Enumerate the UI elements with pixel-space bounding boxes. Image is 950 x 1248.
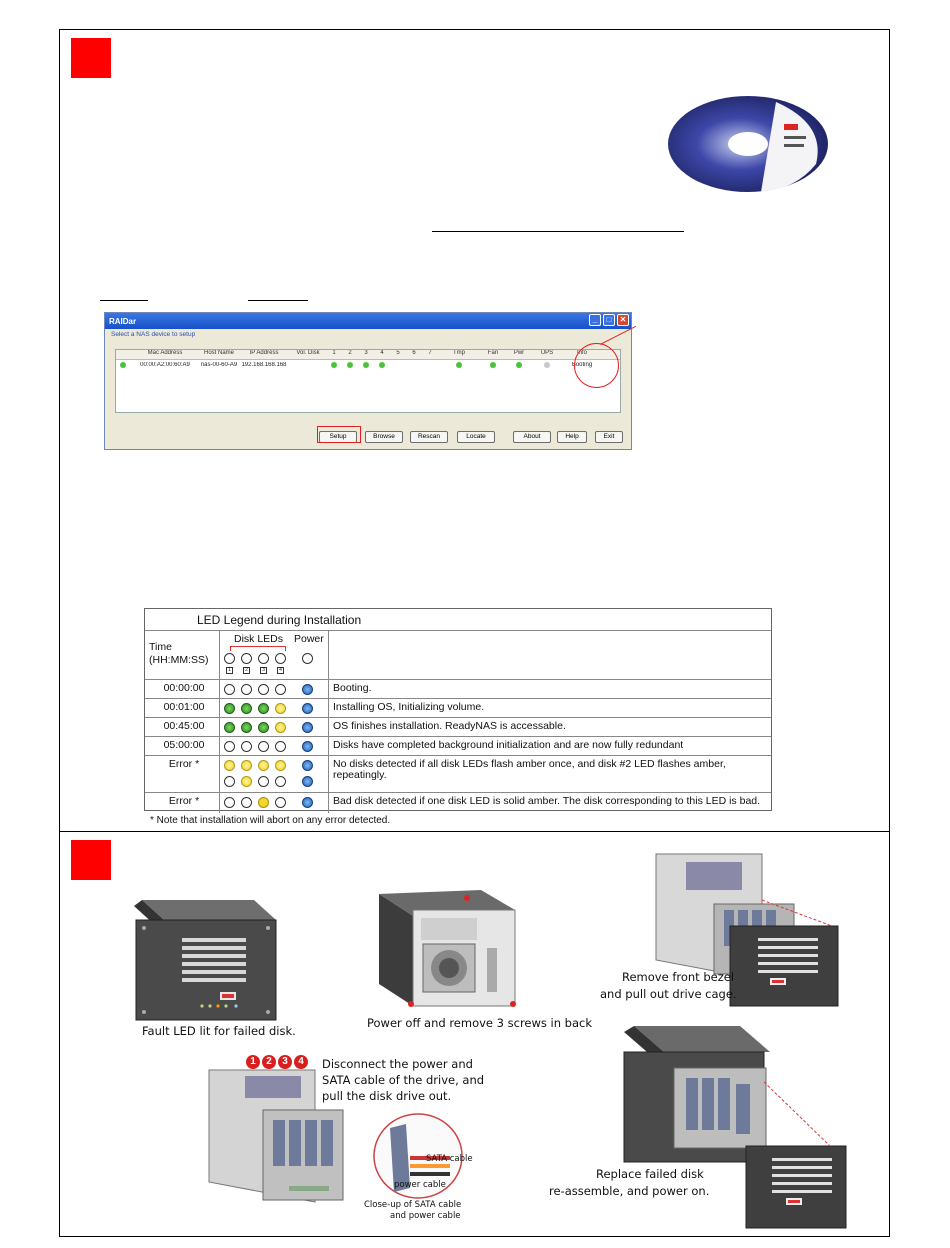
underline-rule <box>248 300 308 301</box>
tmp-dot <box>456 362 462 368</box>
disk-1-led-icon <box>224 722 235 733</box>
disk-2-led-icon <box>241 760 252 771</box>
col-disk-3[interactable]: 3 <box>364 350 368 356</box>
time-header: Time <box>149 641 172 653</box>
status-dot <box>120 362 126 368</box>
row-mac: 00:00:A2:00:60:A9 <box>140 362 190 368</box>
disk-badge-3: 3 <box>278 1055 292 1069</box>
led-row-time: Error * <box>145 793 220 813</box>
ups-dot <box>544 362 550 368</box>
replace-caption-1: Replace failed disk <box>596 1167 704 1181</box>
power-led-icon <box>302 722 313 733</box>
led-legend-row <box>145 737 771 756</box>
disk-number-2: 2 <box>243 667 250 674</box>
window-title: RAIDar <box>109 316 137 326</box>
minimize-button[interactable]: _ <box>589 314 601 326</box>
device-list-header <box>116 350 620 360</box>
col-disk-1[interactable]: 1 <box>332 350 336 356</box>
power-led-icon <box>302 684 313 695</box>
nas-back-illustration <box>375 888 525 1012</box>
led-row-description: Installing OS, Initializing volume. <box>333 701 485 713</box>
disconnect-caption-2: SATA cable of the drive, and <box>322 1073 485 1087</box>
remove-bezel-caption-1: Remove front bezel <box>622 970 735 984</box>
disk-2-led-icon <box>241 703 252 714</box>
raidar-window <box>104 312 632 450</box>
led-legend-header <box>145 631 771 680</box>
disk-3-led-icon <box>258 797 269 808</box>
window-title-bar <box>105 313 631 329</box>
disconnect-caption-3: pull the disk drive out. <box>322 1089 452 1103</box>
disk-2-led-icon <box>241 722 252 733</box>
cd-disc-image <box>666 94 830 194</box>
disk-4-led-icon <box>275 653 286 664</box>
disk-3-led-icon <box>258 760 269 771</box>
disconnect-caption-1: Disconnect the power and <box>322 1057 473 1071</box>
disk-3-led-icon <box>258 703 269 714</box>
led-row-indicators <box>220 680 329 698</box>
bezel-removal-illustration <box>652 850 842 1010</box>
disk-1-led-icon <box>224 684 235 695</box>
led-row-indicators <box>220 718 329 736</box>
disk-2-dot <box>347 362 353 368</box>
led-row-description: Disks have completed background initialization and are now fully redundant <box>333 739 684 751</box>
col-vol[interactable]: Vol. Disk <box>296 350 320 356</box>
disk-2-led-icon <box>241 741 252 752</box>
col-host[interactable]: Host Name <box>203 350 234 356</box>
disk-leds-label: Disk LEDs <box>234 633 284 645</box>
step-1-marker <box>71 38 111 78</box>
disk-3-dot <box>363 362 369 368</box>
row-host: nas-00-60-A9 <box>200 362 238 368</box>
led-row-indicators <box>220 737 329 755</box>
led-row-indicators <box>220 756 329 792</box>
time-format: (HH:MM:SS) <box>149 654 209 666</box>
close-button[interactable]: ✕ <box>617 314 629 326</box>
col-pwr[interactable]: Pwr <box>513 350 525 356</box>
col-disk-4[interactable]: 4 <box>380 350 384 356</box>
led-row-time: Error * <box>145 756 220 792</box>
row-ip: 192.168.168.168 <box>241 362 287 368</box>
disk-badge-1: 1 <box>246 1055 260 1069</box>
disk-4-led-icon <box>275 722 286 733</box>
disk-3-led-icon <box>258 741 269 752</box>
col-disk-7[interactable]: 7 <box>428 350 432 356</box>
rescan-button[interactable]: Rescan <box>410 431 448 443</box>
disk-4-led-icon <box>275 776 286 787</box>
remove-bezel-caption-2: and pull out drive cage. <box>600 987 737 1001</box>
power-led-icon <box>302 797 313 808</box>
reassemble-illustration <box>620 1022 850 1232</box>
led-legend-row <box>145 699 771 718</box>
setup-button[interactable]: Setup <box>319 431 357 443</box>
disk-4-led-icon <box>275 760 286 771</box>
disk-4-led-icon <box>275 703 286 714</box>
replace-caption-2: re-assemble, and power on. <box>549 1184 710 1198</box>
col-info[interactable]: Info <box>576 350 587 356</box>
help-button[interactable]: Help <box>557 431 587 443</box>
fault-led-caption: Fault LED lit for failed disk. <box>142 1024 296 1038</box>
disk-number-4: 4 <box>277 667 284 674</box>
browse-button[interactable]: Browse <box>365 431 403 443</box>
disk-1-dot <box>331 362 337 368</box>
maximize-button[interactable]: □ <box>603 314 615 326</box>
disk-4-dot <box>379 362 385 368</box>
led-legend-row <box>145 718 771 737</box>
led-legend-row <box>145 793 771 813</box>
led-legend-row <box>145 756 771 793</box>
led-row-time: 00:01:00 <box>145 699 220 717</box>
led-row-description: Bad disk detected if one disk LED is solid amber. The disk corresponding to this LED is bad. <box>333 795 761 807</box>
device-list[interactable] <box>115 349 621 413</box>
disk-1-led-icon <box>224 797 235 808</box>
exit-button[interactable]: Exit <box>595 431 623 443</box>
col-disk-6[interactable]: 6 <box>412 350 416 356</box>
led-row-indicators <box>220 793 329 813</box>
window-footer <box>105 421 631 449</box>
col-mac[interactable]: Mac Address <box>147 350 183 356</box>
disk-2-led-icon <box>241 653 252 664</box>
disk-2-led-icon <box>241 776 252 787</box>
disk-3-led-icon <box>258 684 269 695</box>
led-legend-row <box>145 680 771 699</box>
power-label: Power <box>294 633 324 645</box>
nas-front-illustration <box>130 896 278 1022</box>
power-cable-label: power cable <box>394 1180 446 1190</box>
disk-leds-bracket <box>230 646 286 651</box>
setup-highlight <box>317 426 361 443</box>
led-row-time: 00:45:00 <box>145 718 220 736</box>
col-tmp[interactable]: Tmp <box>453 350 465 356</box>
power-led-icon <box>302 776 313 787</box>
power-led-icon <box>302 741 313 752</box>
disk-2-led-icon <box>241 797 252 808</box>
window-subtitle: Select a NAS device to setup <box>111 331 196 338</box>
disk-3-led-icon <box>258 722 269 733</box>
col-disk-2[interactable]: 2 <box>348 350 352 356</box>
disk-number-3: 3 <box>260 667 267 674</box>
disk-4-led-icon <box>275 741 286 752</box>
about-button[interactable]: About <box>513 431 551 443</box>
locate-button[interactable]: Locate <box>457 431 495 443</box>
disk-3-led-icon <box>258 776 269 787</box>
disk-1-led-icon <box>224 741 235 752</box>
disk-4-led-icon <box>275 797 286 808</box>
closeup-caption-2: and power cable <box>390 1211 461 1221</box>
closeup-caption-1: Close-up of SATA cable <box>364 1200 462 1210</box>
led-row-description: Booting. <box>333 682 372 694</box>
disk-badge-4: 4 <box>294 1055 308 1069</box>
led-legend-title: LED Legend during Installation <box>145 609 771 631</box>
led-legend-table <box>144 608 772 811</box>
disk-1-led-icon <box>224 760 235 771</box>
led-row-time: 00:00:00 <box>145 680 220 698</box>
device-row[interactable] <box>116 360 620 370</box>
power-led-icon <box>302 653 313 664</box>
col-fan[interactable]: Fan <box>487 350 499 356</box>
disk-1-led-icon <box>224 776 235 787</box>
disk-1-led-icon <box>224 703 235 714</box>
underline-rule <box>100 300 148 301</box>
disk-4-led-icon <box>275 684 286 695</box>
info-highlight-circle <box>574 343 619 388</box>
power-led-icon <box>302 760 313 771</box>
disk-badge-2: 2 <box>262 1055 276 1069</box>
disk-3-led-icon <box>258 653 269 664</box>
led-row-description: OS finishes installation. ReadyNAS is accessable. <box>333 720 566 732</box>
sata-cable-label: SATA cable <box>426 1154 473 1164</box>
power-off-caption: Power off and remove 3 screws in back <box>367 1016 593 1030</box>
step-2-marker <box>71 840 111 880</box>
disk-1-led-icon <box>224 653 235 664</box>
col-disk-5[interactable]: 5 <box>396 350 400 356</box>
col-ups[interactable]: UPS <box>540 350 554 356</box>
disk-number-1: 1 <box>226 667 233 674</box>
led-row-indicators <box>220 699 329 717</box>
fan-dot <box>490 362 496 368</box>
pwr-dot <box>516 362 522 368</box>
disk-2-led-icon <box>241 684 252 695</box>
col-ip[interactable]: IP Address <box>249 350 279 356</box>
power-led-icon <box>302 703 313 714</box>
underline-rule <box>432 231 684 232</box>
led-row-time: 05:00:00 <box>145 737 220 755</box>
section-divider <box>60 831 889 832</box>
led-row-description: No disks detected if all disk LEDs flash amber once, and disk #2 LED flashes amber, repeatingly. <box>333 758 726 781</box>
installation-note: * Note that installation will abort on any error detected. <box>150 815 391 826</box>
row-info: Booting <box>571 362 593 368</box>
